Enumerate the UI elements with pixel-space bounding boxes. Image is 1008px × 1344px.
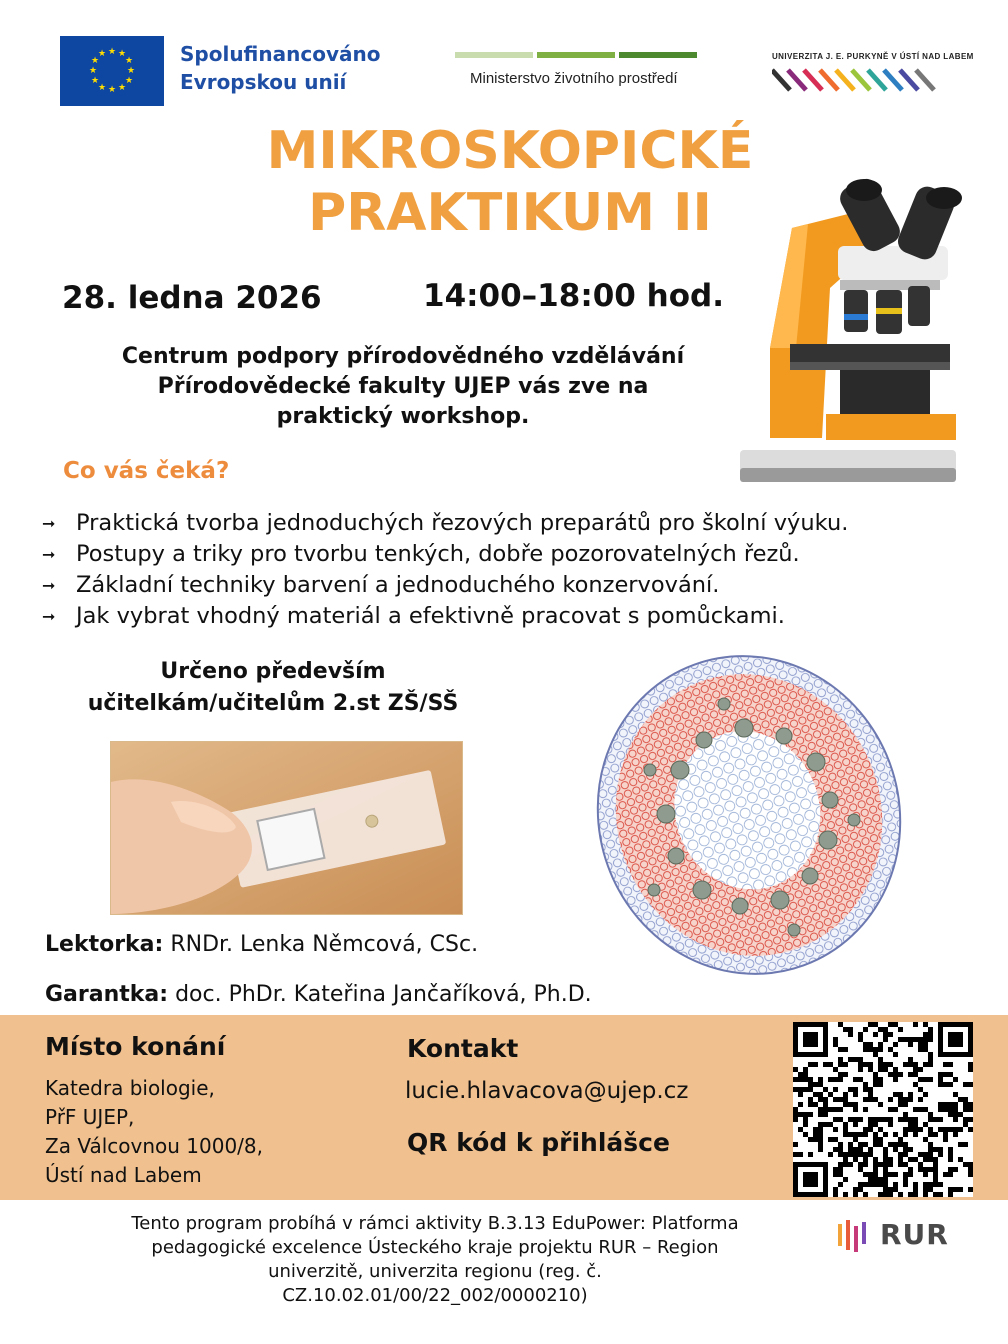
- microscope-image: [730, 168, 980, 488]
- what-awaits-heading: Co vás čeká?: [63, 458, 230, 484]
- event-time: 14:00–18:00 hod.: [423, 278, 724, 314]
- plant-stem-cross-section-image: [584, 650, 914, 980]
- svg-text:★: ★: [124, 56, 134, 66]
- university-name: UNIVERZITA J. E. PURKYNĚ V ÚSTÍ NAD LABEM: [772, 52, 974, 61]
- contact-heading: Kontakt: [407, 1034, 519, 1063]
- eu-line1: Spolufinancováno: [180, 42, 381, 66]
- qr-code-icon[interactable]: [793, 1022, 973, 1197]
- guarantor-name: doc. PhDr. Kateřina Jančaříková, Ph.D.: [175, 982, 592, 1007]
- svg-text:★: ★: [88, 66, 98, 76]
- list-item: [42, 539, 972, 570]
- title-line1: MIKROSKOPICKÉ: [266, 121, 754, 181]
- intro-line3: praktický workshop.: [276, 404, 530, 429]
- venue-heading: Místo konání: [45, 1032, 226, 1061]
- list-item: [42, 508, 972, 539]
- rur-logo-icon: [836, 1218, 876, 1258]
- footer-text: [55, 1212, 815, 1308]
- svg-text:★: ★: [124, 76, 134, 86]
- audience-line2: učitelkám/učitelům 2.st ZŠ/SŠ: [87, 691, 459, 716]
- svg-text:★: ★: [107, 85, 117, 95]
- target-audience: [40, 656, 506, 720]
- footer-line2: pedagogické excelence Ústeckého kraje projektu RUR – Region: [151, 1237, 719, 1258]
- contact-email-link[interactable]: lucie.hlavacova@ujep.cz: [405, 1078, 689, 1104]
- event-date: 28. ledna 2026: [62, 280, 322, 316]
- lecturer: [45, 932, 478, 957]
- qr-label: QR kód k přihlášce: [407, 1128, 670, 1157]
- svg-text:★: ★: [97, 49, 107, 59]
- list-item-text: Jak vybrat vhodný materiál a efektivně pracovat s pomůckami.: [76, 603, 785, 629]
- lecturer-name: RNDr. Lenka Němcová, CSc.: [170, 932, 479, 957]
- venue-line: Katedra biologie,: [45, 1076, 215, 1100]
- intro-line1: Centrum podpory přírodovědného vzdělávání: [121, 344, 685, 369]
- svg-text:★: ★: [97, 83, 107, 93]
- guarantor: [45, 982, 592, 1007]
- title-line2: PRAKTIKUM II: [308, 183, 712, 243]
- svg-text:★: ★: [90, 76, 100, 86]
- ministry-name: Ministerstvo životního prostředí: [470, 70, 678, 87]
- footer-line1: Tento program probíhá v rámci aktivity B.3.13 EduPower: Platforma: [131, 1213, 739, 1234]
- audience-line1: Určeno především: [160, 659, 386, 684]
- svg-text:★: ★: [107, 47, 117, 57]
- eu-cofinanced-text: [180, 40, 380, 96]
- eu-flag-icon: [60, 36, 164, 106]
- footer-line3: univerzitě, univerzita regionu (reg. č.: [268, 1261, 602, 1282]
- arrow-right-icon: ➞: [42, 514, 56, 533]
- guarantor-label: Garantka:: [45, 982, 169, 1007]
- lecturer-label: Lektorka:: [45, 932, 164, 957]
- eu-line2: Evropskou unií: [180, 70, 347, 94]
- arrow-right-icon: ➞: [42, 545, 56, 564]
- what-awaits-list: [42, 508, 972, 632]
- arrow-right-icon: ➞: [42, 576, 56, 595]
- svg-text:★: ★: [126, 66, 136, 76]
- svg-text:★: ★: [117, 83, 127, 93]
- svg-text:★: ★: [117, 49, 127, 59]
- list-item: [42, 570, 972, 601]
- intro-line2: Přírodovědecké fakulty UJEP vás zve na: [157, 374, 649, 399]
- list-item-text: Základní techniky barvení a jednoduchého konzervování.: [76, 572, 720, 598]
- ujep-stripes-logo: [772, 64, 942, 94]
- venue-line: Ústí nad Labem: [45, 1163, 202, 1187]
- rur-logo-text: RUR: [880, 1218, 949, 1251]
- venue-address: [45, 1074, 263, 1190]
- venue-line: Za Válcovnou 1000/8,: [45, 1134, 263, 1158]
- list-item-text: Praktická tvorba jednoduchých řezových preparátů pro školní výuku.: [76, 510, 849, 536]
- ministry-logo-bars: [455, 52, 697, 58]
- svg-text:★: ★: [90, 56, 100, 66]
- list-item-text: Postupy a triky pro tvorbu tenkých, dobře pozorovatelných řezů.: [76, 541, 800, 567]
- arrow-right-icon: ➞: [42, 607, 56, 626]
- microscope-slide-photo: [110, 741, 463, 915]
- intro-text: [60, 342, 746, 432]
- footer-line4: CZ.10.02.01/00/22_002/0000210): [282, 1285, 588, 1306]
- list-item: [42, 601, 972, 632]
- venue-line: PřF UJEP,: [45, 1105, 135, 1129]
